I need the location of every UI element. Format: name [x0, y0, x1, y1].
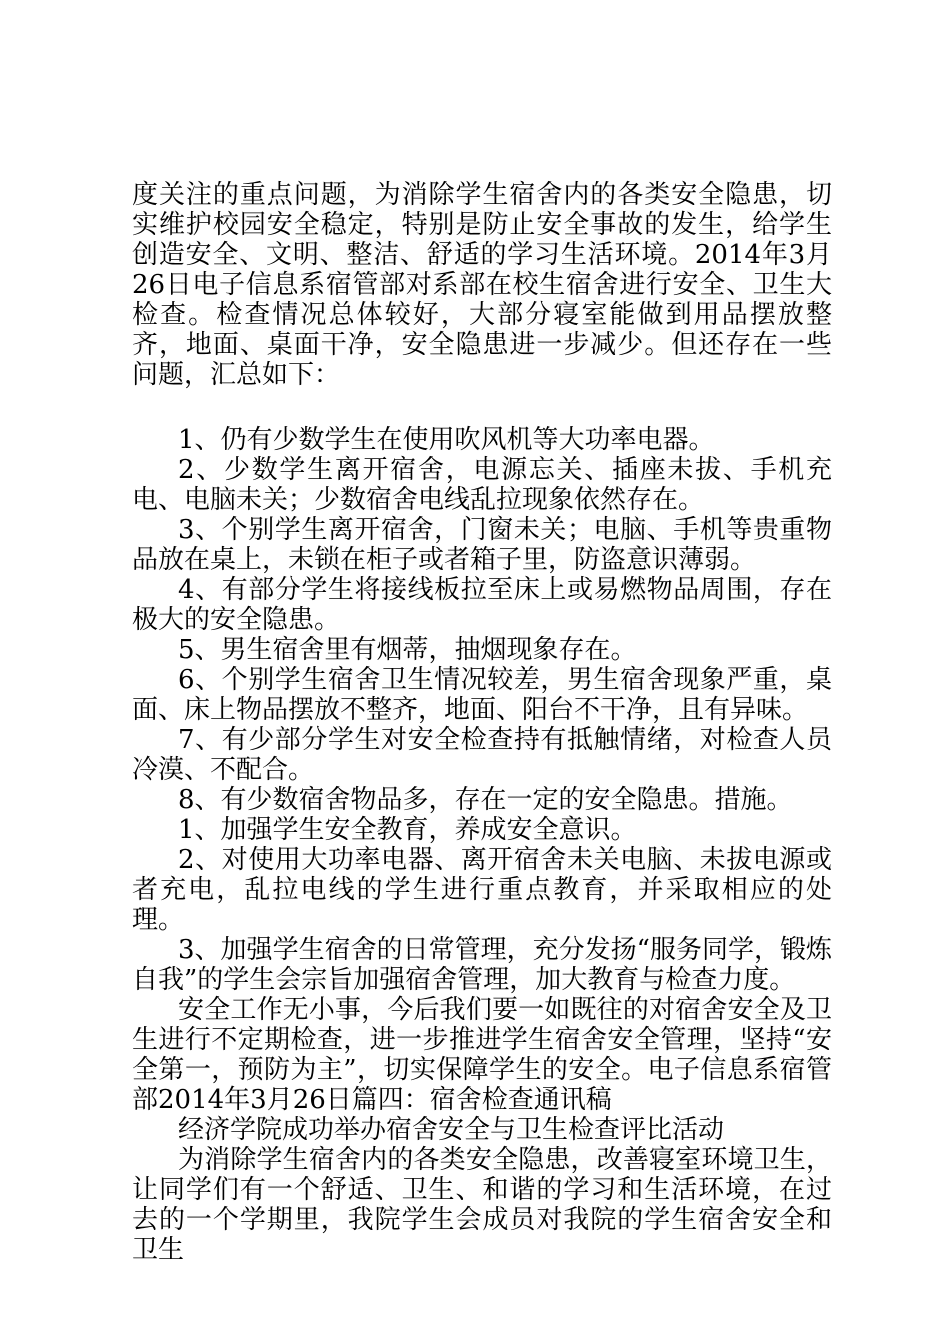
issue-item-1: 1、仍有少数学生在使用吹风机等大功率电器。 [178, 425, 715, 455]
issue-item-4: 4、有部分学生将接线板拉至床上或易燃物品周围，存在极大的安全隐患。 [132, 575, 832, 635]
article-paragraph: 为消除学生宿舍内的各类安全隐患，改善寝室环境卫生，让同学们有一个舒适、卫生、和谐的学习和生活环境，在过去的一个学期里，我院学生会成员对我院的学生宿舍安全和卫生 [132, 1145, 832, 1265]
closing-paragraph: 安全工作无小事，今后我们要一如既往的对宿舍安全及卫生进行不定期检查，进一步推进学生宿舍安全管理，坚持“安全第一，预防为主”，切实保障学生的安全。电子信息系宿管部2014年3月26日篇四：宿舍检查通讯稿 [132, 995, 832, 1115]
issue-item-2: 2、少数学生离开宿舍，电源忘关、插座未拔、手机充电、电脑未关；少数宿舍电线乱拉现象依然存在。 [132, 455, 832, 515]
issue-item-7: 7、有少部分学生对安全检查持有抵触情绪，对检查人员冷漠、不配合。 [132, 725, 832, 785]
intro-paragraph: 度关注的重点问题，为消除学生宿舍内的各类安全隐患，切实维护校园安全稳定，特别是防止安全事故的发生，给学生创造安全、文明、整洁、舒适的学习生活环境。2014年3月26日电子信息系宿管部对系部在校生宿舍进行安全、卫生大检查。检查情况总体较好，大部分寝室能做到用品摆放整齐，地面、桌面干净，安全隐患进一步减少。但还存在一些问题，汇总如下： [132, 180, 832, 390]
measure-item-2: 2、对使用大功率电器、离开宿舍未关电脑、未拔电源或者充电，乱拉电线的学生进行重点教育，并采取相应的处理。 [132, 845, 832, 935]
issue-item-6: 6、个别学生宿舍卫生情况较差，男生宿舍现象严重，桌面、床上物品摆放不整齐，地面、阳台不干净，且有异味。 [132, 665, 832, 725]
document-body [132, 180, 832, 1265]
measure-item-1: 1、加强学生安全教育，养成安全意识。 [178, 815, 637, 845]
issue-item-5: 5、男生宿舍里有烟蒂，抽烟现象存在。 [178, 635, 637, 665]
issue-item-8: 8、有少数宿舍物品多，存在一定的安全隐患。措施。 [178, 785, 793, 815]
measure-item-3: 3、加强学生宿舍的日常管理，充分发扬“服务同学，锻炼自我”的学生会宗旨加强宿舍管理，加大教育与检查力度。 [132, 935, 832, 995]
article-title: 经济学院成功举办宿舍安全与卫生检查评比活动 [178, 1115, 725, 1145]
issue-item-3: 3、个别学生离开宿舍，门窗未关；电脑、手机等贵重物品放在桌上，未锁在柜子或者箱子里，防盗意识薄弱。 [132, 515, 832, 575]
